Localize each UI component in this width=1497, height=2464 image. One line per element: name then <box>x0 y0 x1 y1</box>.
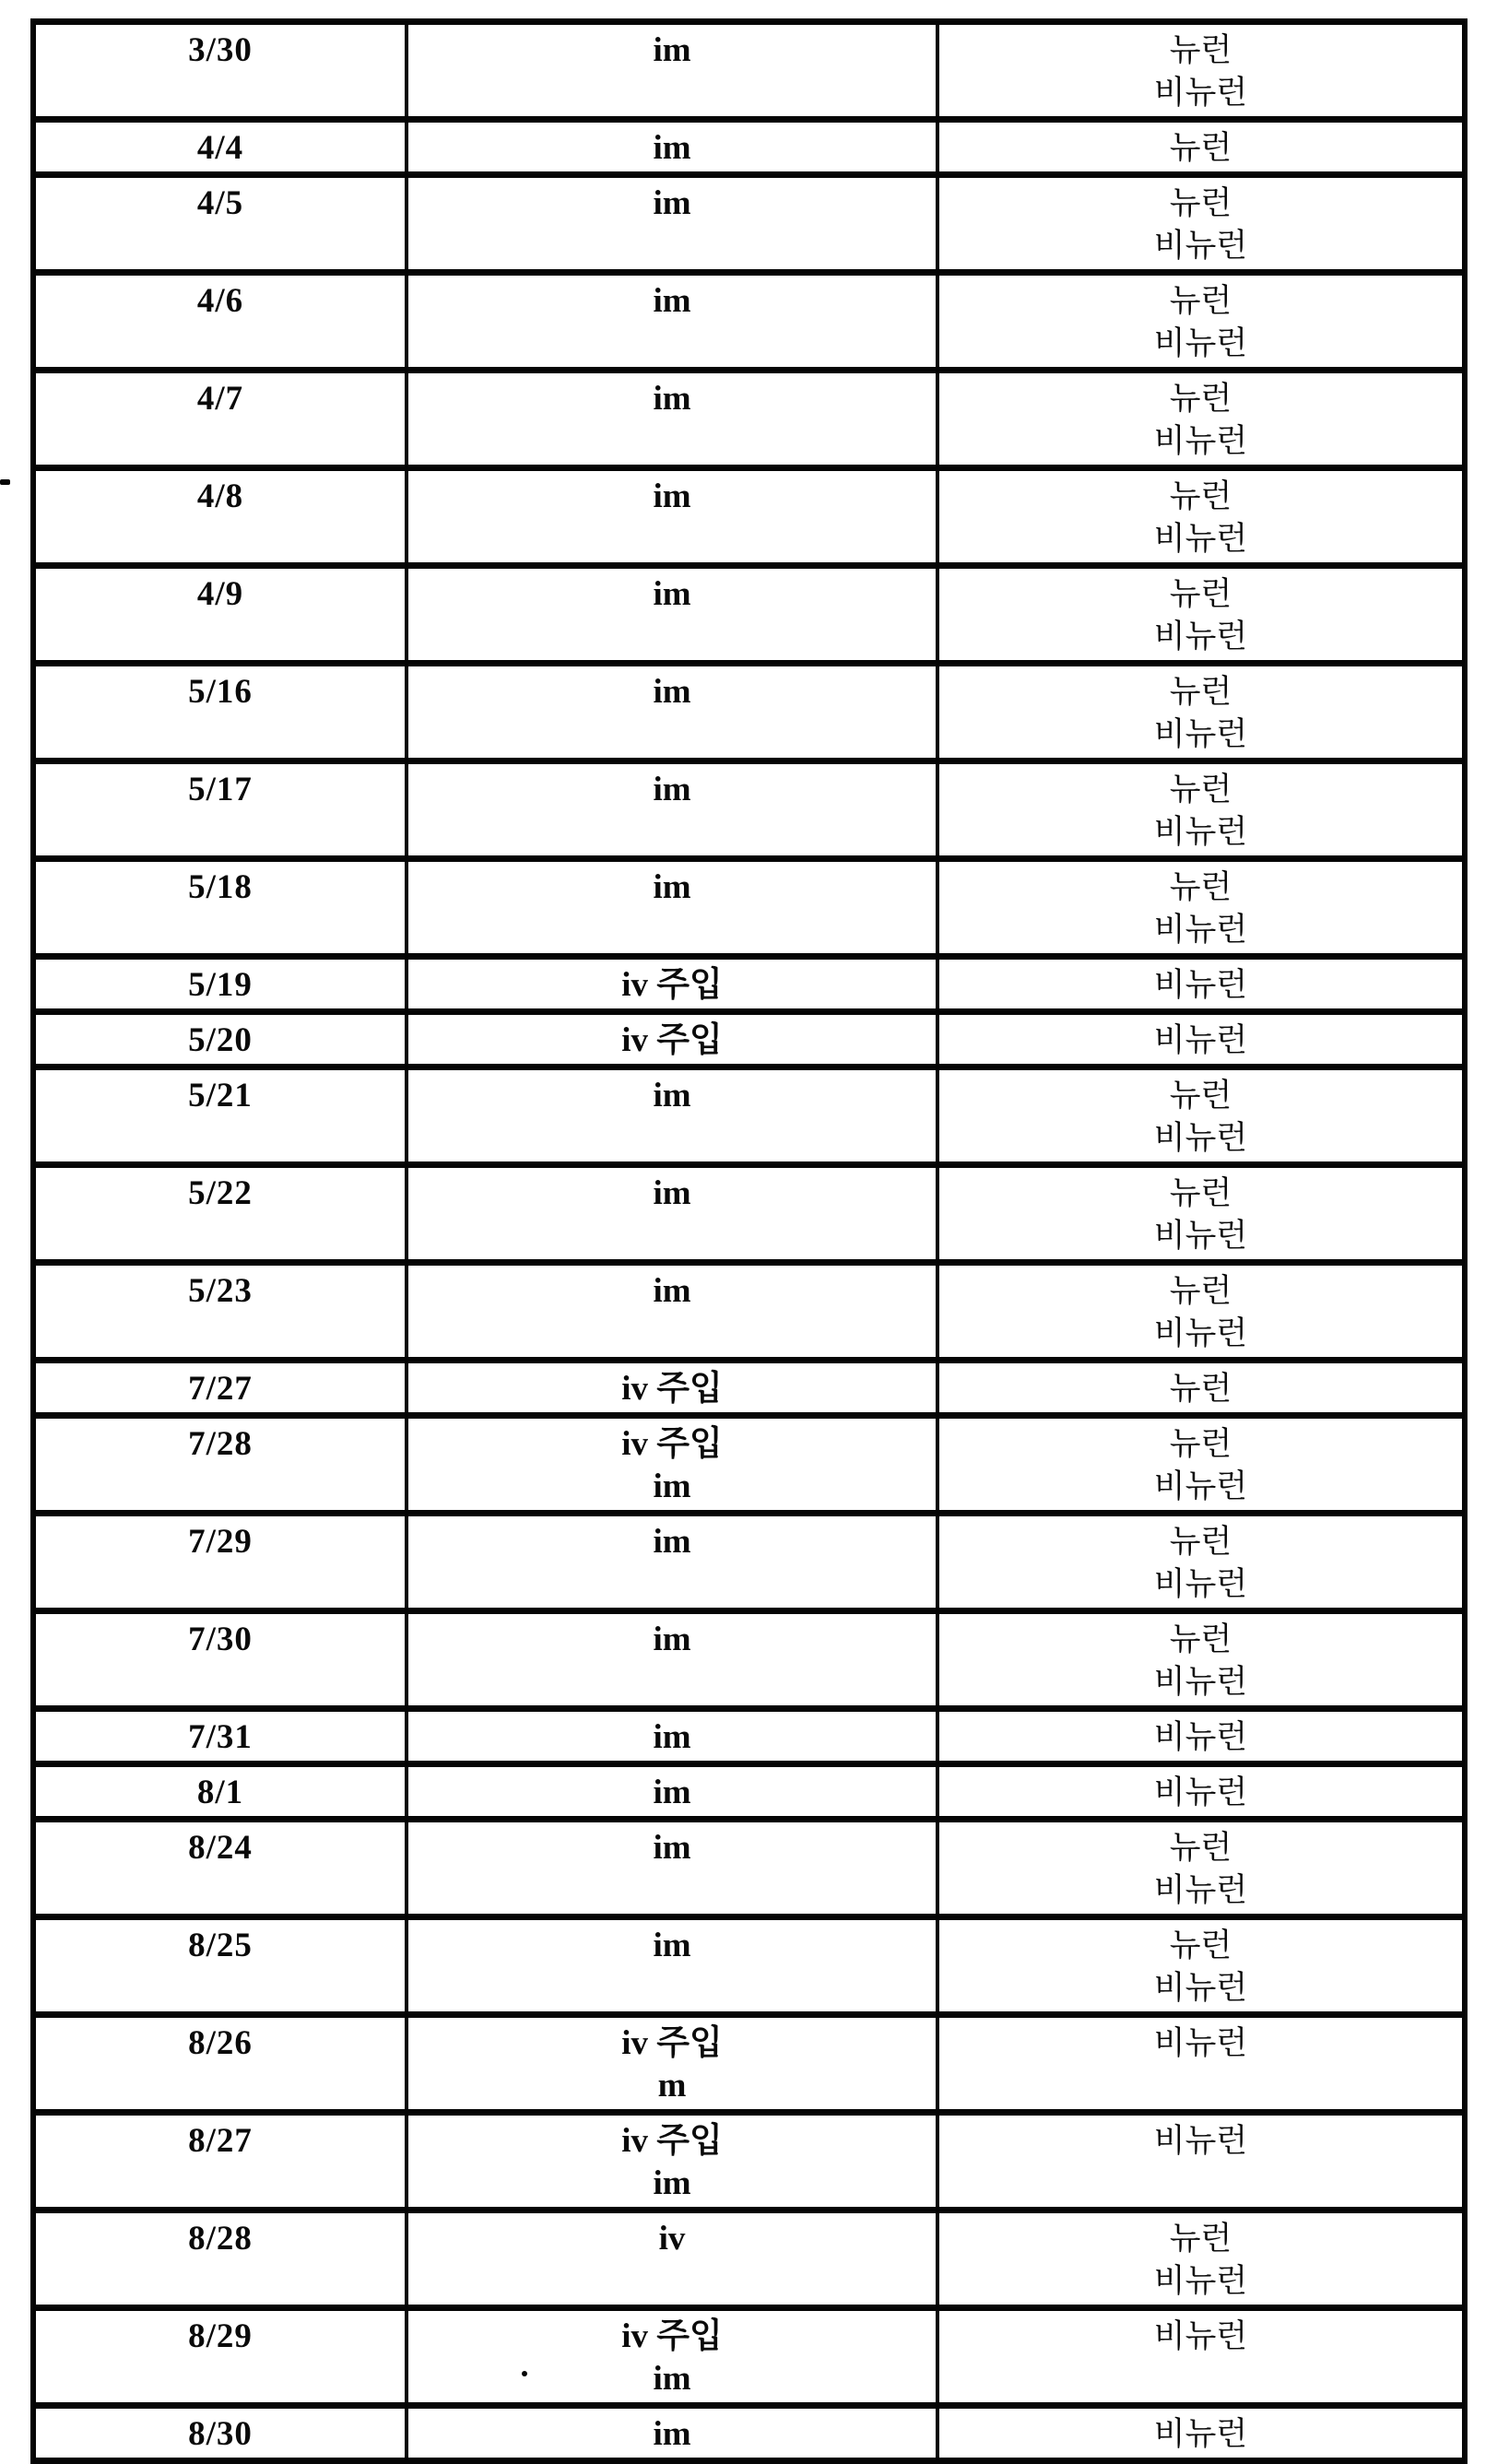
result-cell <box>937 2113 1465 2211</box>
table-row <box>33 1764 1465 1820</box>
date-text: 7/27 <box>188 1370 253 1408</box>
result-line: 뉴런 <box>1169 130 1232 166</box>
table-row <box>33 468 1465 566</box>
scan-artifact-tick <box>0 479 10 485</box>
method-line: iv 주입 <box>621 2317 723 2355</box>
date-text: 7/28 <box>188 1425 253 1463</box>
result-line: 뉴런 <box>1169 478 1232 514</box>
method-line: im <box>653 1621 691 1658</box>
date-text: 4/4 <box>196 129 244 167</box>
table-row <box>33 2406 1465 2461</box>
method-line: im <box>653 380 691 418</box>
result-line: 비뉴런 <box>1153 325 1248 361</box>
result-line: 비뉴런 <box>1153 912 1248 948</box>
result-line: 뉴런 <box>1169 1426 1232 1462</box>
method-cell <box>407 1611 937 1709</box>
method-line: iv 주입 <box>621 1370 723 1408</box>
table-row <box>33 22 1465 120</box>
result-line: 뉴런 <box>1169 869 1232 905</box>
method-cell <box>407 371 937 468</box>
date-cell <box>33 1764 407 1820</box>
date-cell <box>33 1165 407 1263</box>
method-line: im <box>653 868 691 906</box>
method-cell <box>407 1764 937 1820</box>
date-cell <box>33 761 407 859</box>
result-line: 비뉴런 <box>1153 2416 1248 2452</box>
result-line: 비뉴런 <box>1153 2025 1248 2061</box>
table-row <box>33 1165 1465 1263</box>
date-text: 5/23 <box>188 1272 253 1310</box>
result-cell <box>937 1917 1465 2015</box>
method-line: iv <box>658 2220 686 2258</box>
result-line: 비뉴런 <box>1153 1120 1248 1156</box>
table-row <box>33 1611 1465 1709</box>
table-row <box>33 1263 1465 1361</box>
date-cell <box>33 859 407 957</box>
result-cell <box>937 566 1465 664</box>
method-line: im <box>653 2415 691 2453</box>
method-cell <box>407 1165 937 1263</box>
result-line: 비뉴런 <box>1153 423 1248 459</box>
result-line: 비뉴런 <box>1153 1022 1248 1058</box>
result-line: 비뉴런 <box>1153 1872 1248 1908</box>
result-line: 비뉴런 <box>1153 1774 1248 1810</box>
method-cell <box>407 2113 937 2211</box>
table-row <box>33 1709 1465 1764</box>
date-text: 4/6 <box>196 282 244 320</box>
result-line: 비뉴런 <box>1153 716 1248 752</box>
table-row <box>33 1820 1465 1917</box>
method-line: im <box>653 1774 691 1811</box>
method-cell <box>407 1820 937 1917</box>
method-cell <box>407 761 937 859</box>
result-line: 비뉴런 <box>1153 1315 1248 1351</box>
result-cell <box>937 1067 1465 1165</box>
method-line: iv 주입 <box>621 2122 723 2160</box>
date-text: 5/19 <box>188 966 253 1004</box>
date-text: 8/27 <box>188 2122 253 2160</box>
result-cell <box>937 859 1465 957</box>
date-cell <box>33 1263 407 1361</box>
result-line: 뉴런 <box>1169 1273 1232 1309</box>
result-line: 비뉴런 <box>1153 2123 1248 2159</box>
result-cell <box>937 2211 1465 2308</box>
date-cell <box>33 1917 407 2015</box>
date-text: 7/29 <box>188 1523 253 1561</box>
date-cell <box>33 120 407 175</box>
method-cell <box>407 1067 937 1165</box>
result-cell <box>937 957 1465 1012</box>
result-cell <box>937 1820 1465 1917</box>
method-line: im <box>653 2164 691 2202</box>
date-cell <box>33 1067 407 1165</box>
method-cell <box>407 1263 937 1361</box>
result-cell <box>937 1709 1465 1764</box>
table-row <box>33 273 1465 371</box>
date-cell <box>33 2015 407 2113</box>
result-line: 뉴런 <box>1169 32 1232 68</box>
table-body <box>33 22 1465 2461</box>
method-line: im <box>653 1174 691 1212</box>
date-cell <box>33 175 407 273</box>
date-text: 8/24 <box>188 1829 253 1867</box>
method-line: iv 주입 <box>621 1021 723 1059</box>
result-line: 비뉴런 <box>1153 1664 1248 1700</box>
date-cell <box>33 273 407 371</box>
date-cell <box>33 1820 407 1917</box>
table-row <box>33 957 1465 1012</box>
date-cell <box>33 2211 407 2308</box>
result-line: 비뉴런 <box>1153 228 1248 264</box>
result-line: 뉴런 <box>1169 1928 1232 1963</box>
result-line: 뉴런 <box>1169 185 1232 221</box>
result-cell <box>937 1416 1465 1514</box>
result-line: 뉴런 <box>1169 674 1232 710</box>
date-text: 8/29 <box>188 2317 253 2355</box>
table-row <box>33 1361 1465 1416</box>
table-row <box>33 120 1465 175</box>
date-text: 7/31 <box>188 1718 253 1756</box>
method-cell <box>407 2211 937 2308</box>
date-text: 8/1 <box>196 1774 244 1811</box>
method-line: iv 주입 <box>621 2024 723 2062</box>
method-cell <box>407 120 937 175</box>
result-line: 비뉴런 <box>1153 1566 1248 1602</box>
table-row <box>33 1514 1465 1611</box>
date-text: 5/21 <box>188 1077 253 1114</box>
result-line: 비뉴런 <box>1153 1468 1248 1504</box>
result-line: 비뉴런 <box>1153 619 1248 654</box>
method-line: im <box>653 1468 691 1505</box>
result-line: 뉴런 <box>1169 1371 1232 1407</box>
method-line: im <box>653 1927 691 1964</box>
result-line: 비뉴런 <box>1153 521 1248 557</box>
table-row <box>33 859 1465 957</box>
date-cell <box>33 566 407 664</box>
date-cell <box>33 1611 407 1709</box>
date-cell <box>33 664 407 761</box>
table-row <box>33 1012 1465 1067</box>
date-cell <box>33 22 407 120</box>
method-cell <box>407 1917 937 2015</box>
method-cell <box>407 273 937 371</box>
schedule-table <box>30 18 1468 2464</box>
date-cell <box>33 2308 407 2406</box>
result-line: 뉴런 <box>1169 1175 1232 1211</box>
method-cell <box>407 664 937 761</box>
result-line: 뉴런 <box>1169 1830 1232 1866</box>
method-cell <box>407 2308 937 2406</box>
scan-artifact-dot <box>522 2371 527 2376</box>
date-cell <box>33 1514 407 1611</box>
method-cell <box>407 2015 937 2113</box>
method-line: im <box>653 31 691 69</box>
result-line: 뉴런 <box>1169 283 1232 319</box>
result-line: 비뉴런 <box>1153 2263 1248 2299</box>
date-cell <box>33 2406 407 2461</box>
method-cell <box>407 1361 937 1416</box>
result-line: 비뉴런 <box>1153 1719 1248 1755</box>
method-line: im <box>653 282 691 320</box>
date-text: 3/30 <box>188 31 253 69</box>
result-cell <box>937 1611 1465 1709</box>
result-cell <box>937 2406 1465 2461</box>
result-line: 뉴런 <box>1169 1621 1232 1657</box>
date-cell <box>33 1416 407 1514</box>
method-line: iv 주입 <box>621 966 723 1004</box>
date-cell <box>33 957 407 1012</box>
date-cell <box>33 1361 407 1416</box>
method-line: im <box>653 575 691 613</box>
result-line: 비뉴런 <box>1153 1218 1248 1254</box>
method-line: im <box>653 1523 691 1561</box>
date-text: 5/20 <box>188 1021 253 1059</box>
result-cell <box>937 120 1465 175</box>
method-cell <box>407 1416 937 1514</box>
method-line: im <box>653 1718 691 1756</box>
date-text: 4/8 <box>196 477 244 515</box>
date-text: 8/28 <box>188 2220 253 2258</box>
method-line: im <box>653 1077 691 1114</box>
date-cell <box>33 1012 407 1067</box>
method-line: im <box>653 1272 691 1310</box>
method-cell <box>407 2406 937 2461</box>
method-cell <box>407 566 937 664</box>
date-text: 5/16 <box>188 673 253 711</box>
method-cell <box>407 175 937 273</box>
result-line: 뉴런 <box>1169 772 1232 808</box>
method-cell <box>407 1012 937 1067</box>
date-text: 8/30 <box>188 2415 253 2453</box>
result-line: 비뉴런 <box>1153 814 1248 850</box>
result-cell <box>937 1514 1465 1611</box>
table-row <box>33 2211 1465 2308</box>
date-cell <box>33 2113 407 2211</box>
date-text: 5/18 <box>188 868 253 906</box>
method-line: im <box>653 771 691 808</box>
table-row <box>33 2308 1465 2406</box>
table-row <box>33 1416 1465 1514</box>
date-text: 5/17 <box>188 771 253 808</box>
method-line: im <box>653 184 691 222</box>
result-cell <box>937 664 1465 761</box>
result-line: 뉴런 <box>1169 381 1232 417</box>
table-row <box>33 1067 1465 1165</box>
result-line: 비뉴런 <box>1153 2318 1248 2354</box>
result-cell <box>937 1764 1465 1820</box>
table-row <box>33 2015 1465 2113</box>
result-cell <box>937 1361 1465 1416</box>
method-cell <box>407 1709 937 1764</box>
date-text: 5/22 <box>188 1174 253 1212</box>
table-row <box>33 664 1465 761</box>
result-cell <box>937 175 1465 273</box>
method-cell <box>407 22 937 120</box>
result-cell <box>937 273 1465 371</box>
result-line: 뉴런 <box>1169 1524 1232 1560</box>
method-line: im <box>653 1829 691 1867</box>
table-row <box>33 175 1465 273</box>
date-text: 8/26 <box>188 2024 253 2062</box>
result-line: 비뉴런 <box>1153 75 1248 111</box>
result-cell <box>937 1012 1465 1067</box>
table-row <box>33 566 1465 664</box>
table-row <box>33 371 1465 468</box>
date-text: 4/5 <box>196 184 244 222</box>
date-text: 4/9 <box>196 575 244 613</box>
method-cell <box>407 468 937 566</box>
result-cell <box>937 2308 1465 2406</box>
method-line: im <box>653 477 691 515</box>
table-row <box>33 2113 1465 2211</box>
result-cell <box>937 371 1465 468</box>
result-line: 비뉴런 <box>1153 1970 1248 2006</box>
result-cell <box>937 1263 1465 1361</box>
method-cell <box>407 957 937 1012</box>
method-cell <box>407 1514 937 1611</box>
date-text: 7/30 <box>188 1621 253 1658</box>
result-cell <box>937 761 1465 859</box>
method-cell <box>407 859 937 957</box>
result-cell <box>937 468 1465 566</box>
result-line: 뉴런 <box>1169 576 1232 612</box>
table-row <box>33 1917 1465 2015</box>
method-line: im <box>653 2360 691 2398</box>
result-cell <box>937 2015 1465 2113</box>
method-line: im <box>653 673 691 711</box>
result-line: 뉴런 <box>1169 1078 1232 1114</box>
date-text: 4/7 <box>196 380 244 418</box>
method-line: im <box>653 129 691 167</box>
method-line: m <box>657 2067 687 2104</box>
result-cell <box>937 1165 1465 1263</box>
date-cell <box>33 371 407 468</box>
result-line: 비뉴런 <box>1153 967 1248 1003</box>
date-cell <box>33 468 407 566</box>
date-text: 8/25 <box>188 1927 253 1964</box>
method-line: iv 주입 <box>621 1425 723 1463</box>
date-cell <box>33 1709 407 1764</box>
result-line: 뉴런 <box>1169 2221 1232 2257</box>
result-cell <box>937 22 1465 120</box>
table-row <box>33 761 1465 859</box>
